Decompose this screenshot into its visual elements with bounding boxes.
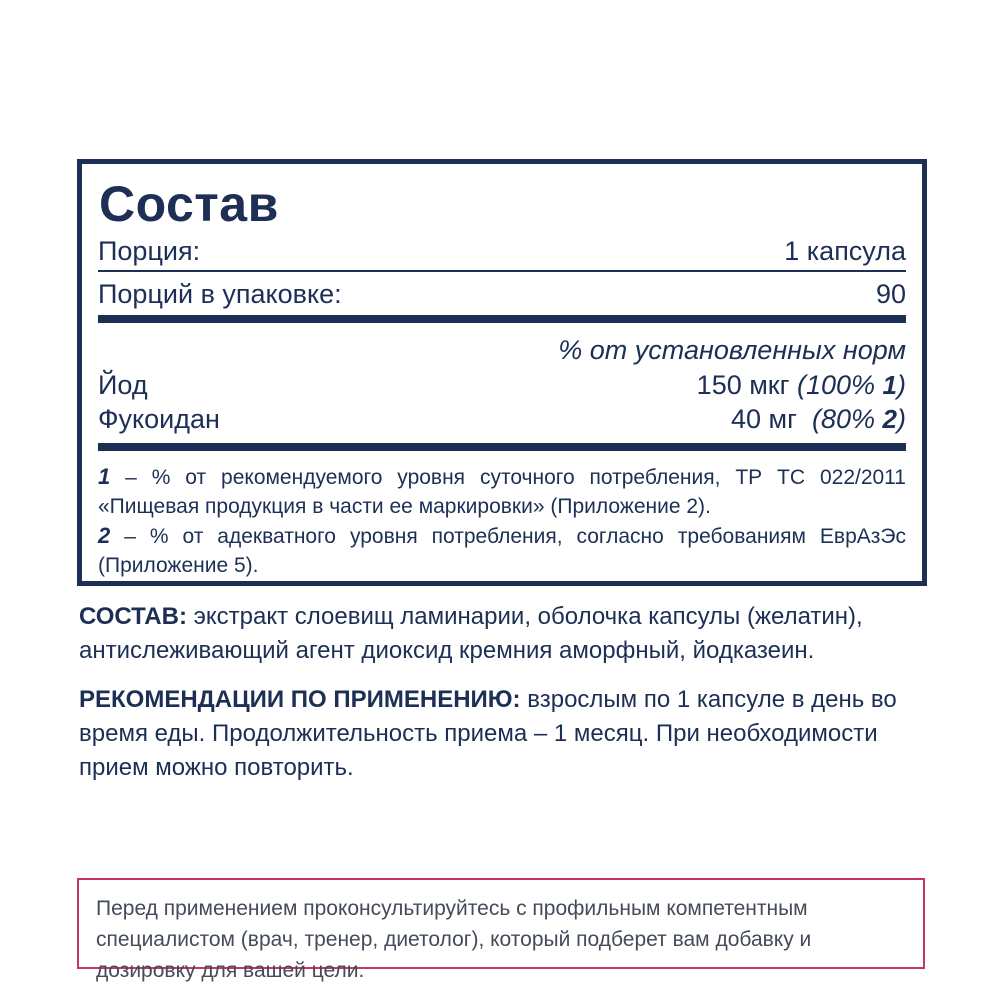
footnote-mark: 1 xyxy=(98,464,111,489)
nutrient-row xyxy=(98,368,906,402)
footnote xyxy=(98,521,906,580)
serving-label: Порция: xyxy=(98,236,201,266)
warning-text: Перед применением проконсультируйтесь с профильным компетентным специалистом (врач, тренер, диетолог), который подберет вам добавку и дозировку для вашей цели. xyxy=(96,897,812,982)
composition-text: экстракт слоевищ ламинарии, оболочка капсулы (желатин), антислеживающий агент диоксид кремния аморфный, йодказеин. xyxy=(79,603,863,664)
servings-per-pack-row xyxy=(98,277,906,311)
nutrient-value xyxy=(731,402,906,436)
nutrient-amount: 40 мг xyxy=(731,404,797,434)
recommendations-paragraph xyxy=(79,683,927,785)
nutrient-name: Фукоидан xyxy=(98,404,220,434)
composition-paragraph xyxy=(79,600,927,668)
product-info xyxy=(79,600,927,800)
nutrient-close: ) xyxy=(897,404,906,434)
serving-row xyxy=(98,234,906,268)
nutrient-value xyxy=(697,368,906,402)
nutrient-percent: (100% xyxy=(796,370,876,400)
footnote-ref: 2 xyxy=(882,404,897,434)
norm-header: % от установленных норм xyxy=(558,335,906,365)
recommendations-text: взрослым по 1 капсуле в день во время еды. Продолжительность приема – 1 месяц. При необходимости прием можно повторить. xyxy=(79,686,897,781)
facts-title: Состав xyxy=(99,176,279,232)
divider-thick xyxy=(98,315,906,323)
footnote-text: – % от рекомендуемого уровня суточного потребления, ТР ТС 022/2011 «Пищевая продукция в части ее маркировки» (Приложение 2). xyxy=(98,466,906,518)
nutrient-amount: 150 мкг xyxy=(696,370,790,400)
footnote-mark: 2 xyxy=(98,523,111,548)
nutrient-row xyxy=(98,402,906,436)
divider xyxy=(98,270,906,272)
servings-per-pack-label: Порций в упаковке: xyxy=(98,279,342,309)
nutrient-percent: (80% xyxy=(811,404,876,434)
composition-label: СОСТАВ: xyxy=(79,603,187,630)
nutrient-name: Йод xyxy=(98,370,148,400)
serving-value: 1 капсула xyxy=(784,236,906,266)
footnotes xyxy=(98,462,906,580)
divider-thick xyxy=(98,443,906,451)
footnote-text: – % от адекватного уровня потребления, согласно требованиям ЕврАзЭс (Приложение 5). xyxy=(98,525,906,577)
footnote-ref: 1 xyxy=(882,370,897,400)
warning-box xyxy=(77,878,925,982)
supplement-facts-panel xyxy=(77,159,927,586)
nutrient-close: ) xyxy=(897,370,906,400)
recommendations-label: РЕКОМЕНДАЦИИ ПО ПРИМЕНЕНИЮ: xyxy=(79,686,521,713)
servings-per-pack-value: 90 xyxy=(875,279,906,309)
footnote xyxy=(98,462,906,521)
